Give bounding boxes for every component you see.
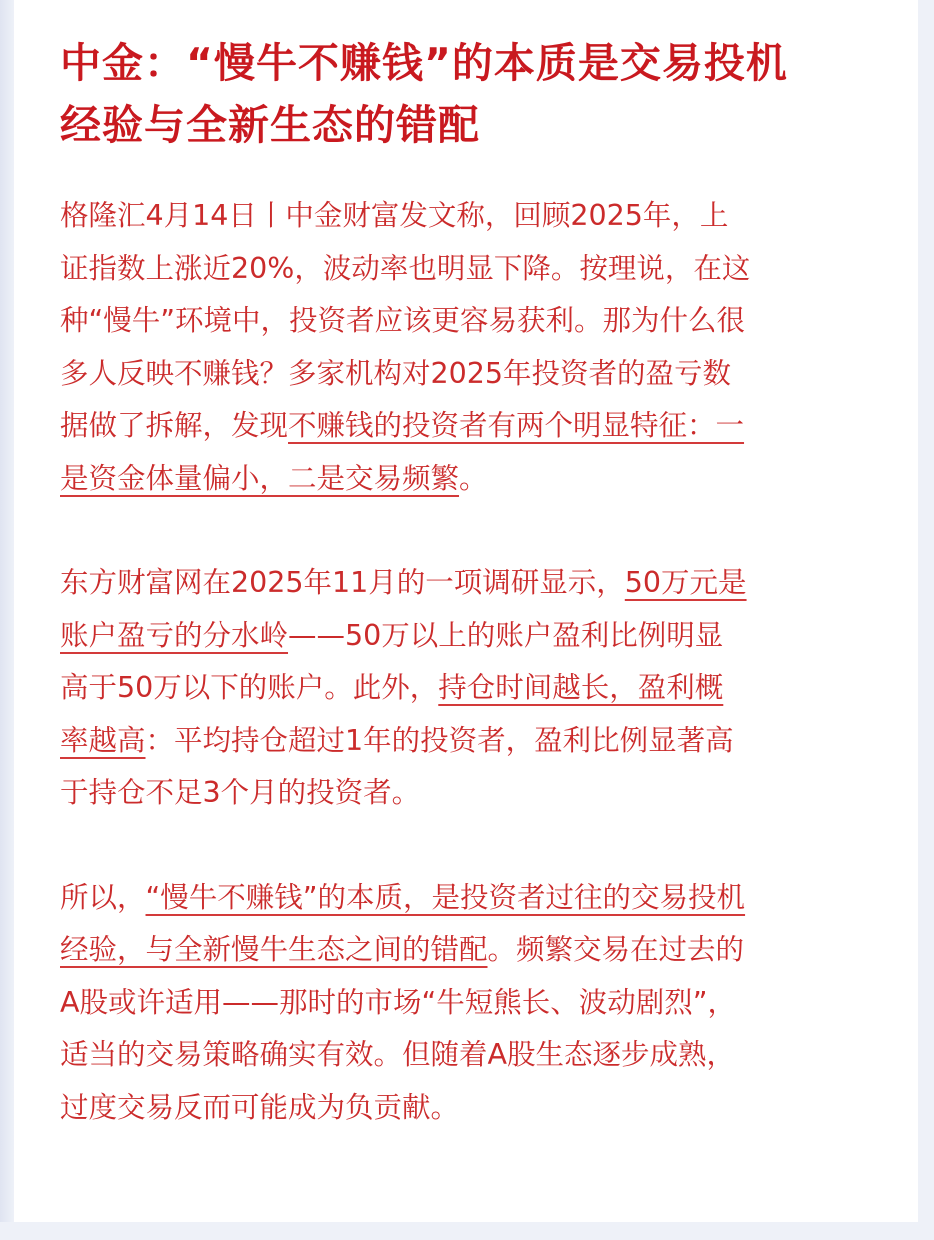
article-content: [60, 32, 902, 1134]
article-title: [60, 32, 902, 156]
text-run: 。频繁交易在过去的: [487, 933, 745, 966]
paragraph-line: [60, 662, 902, 715]
paragraph-line: [60, 715, 902, 768]
paragraph-line: 适当的交易策略确实有效。但随着A股生态逐步成熟，: [60, 1038, 735, 1071]
paragraph-1: [60, 190, 902, 505]
paragraph-2: [60, 557, 902, 820]
text-run: ——50万以上的账户盈利比例明显: [288, 618, 724, 652]
paragraph-3: [60, 872, 902, 1135]
text-run: 高于50万以下的账户。此外，: [60, 671, 439, 704]
underlined-highlight: 率越高: [60, 723, 146, 757]
text-run: 。: [459, 461, 488, 495]
left-edge-shadow: [0, 0, 14, 1240]
underlined-highlight: 不赚钱的投资者有两个明显特征：一: [288, 409, 745, 442]
paragraph-line: [60, 400, 902, 453]
text-run: ：平均持仓超过1年的投资者，盈利比例显著高: [145, 723, 734, 757]
paragraph-line: 过度交易反而可能成为负贡献。: [60, 1090, 460, 1124]
paragraph-line: 种“慢牛”环境中，投资者应该更容易获利。那为什么很: [60, 304, 746, 337]
underlined-highlight: “慢牛不赚钱”的本质，是投资者过往的交易投机: [145, 880, 746, 914]
article-card: [14, 0, 918, 1222]
underlined-highlight: 账户盈亏的分水岭: [60, 618, 289, 652]
underlined-highlight: 是资金体量偏小，二是交易频繁: [60, 461, 460, 495]
paragraph-line: 多人反映不赚钱？多家机构对2025年投资者的盈亏数: [60, 356, 732, 390]
text-run: 东方财富网在2025年11月的一项调研显示，: [60, 566, 625, 599]
paragraph-line: [60, 610, 902, 663]
paragraph-line: 格隆汇4月14日丨中金财富发文称，回顾2025年，上: [60, 199, 729, 232]
paragraph-line: [60, 872, 902, 925]
text-run: 所以，: [60, 880, 146, 914]
underlined-highlight: 50万元是: [624, 566, 747, 599]
paragraph-line: 于持仓不足3个月的投资者。: [60, 776, 421, 809]
paragraph-line: A股或许适用——那时的市场“牛短熊长、波动剧烈”，: [60, 985, 737, 1019]
paragraph-line: 证指数上涨近20%，波动率也明显下降。按理说，在这: [60, 251, 751, 285]
paragraph-line: [60, 453, 902, 506]
paragraph-line: [60, 557, 902, 610]
text-run: 据做了拆解，发现: [60, 409, 289, 442]
title-line-2: 经验与全新生态的错配: [60, 101, 480, 149]
title-line-1: 中金：“慢牛不赚钱”的本质是交易投机: [60, 39, 788, 87]
underlined-highlight: 持仓时间越长，盈利概: [438, 671, 724, 704]
paragraph-line: [60, 924, 902, 977]
underlined-highlight: 经验，与全新慢牛生态之间的错配: [60, 933, 488, 966]
bottom-edge: [0, 1222, 934, 1240]
